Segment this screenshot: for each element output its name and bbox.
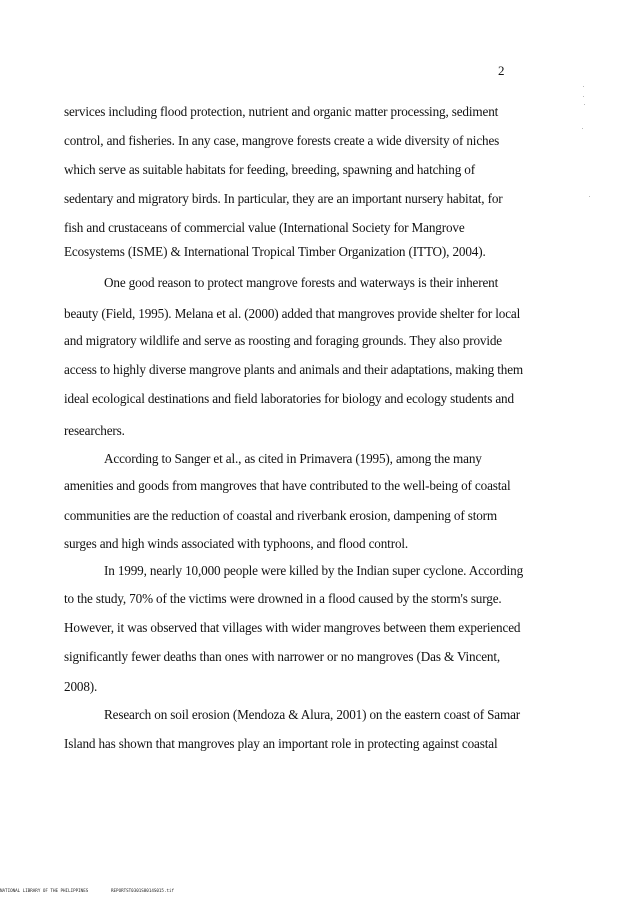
scan-speck — [584, 104, 585, 105]
text-line: communities are the reduction of coastal and riverbank erosion, dampening of storm — [64, 508, 498, 523]
text-line: services including flood protection, nutrient and organic matter processing, sediment — [64, 104, 499, 119]
text-line: researchers. — [64, 423, 125, 438]
text-line: One good reason to protect mangrove forests and waterways is their inherent — [104, 275, 499, 290]
text-line: fish and crustaceans of commercial value (International Society for Mangrove — [64, 220, 465, 235]
text-line: access to highly diverse mangrove plants and animals and their adaptations, making them — [64, 362, 524, 377]
text-line: Research on soil erosion (Mendoza & Alura, 2001) on the eastern coast of Samar — [104, 707, 521, 722]
text-line: surges and high winds associated with typhoons, and flood control. — [64, 536, 409, 551]
text-line: Ecosystems (ISME) & International Tropical Timber Organization (ITTO), 2004). — [64, 244, 486, 259]
scan-speck — [583, 96, 584, 97]
text-line: 2008). — [64, 679, 98, 694]
scan-speck — [583, 86, 584, 87]
text-line: beauty (Field, 1995). Melana et al. (2000) added that mangroves provide shelter for local — [64, 306, 521, 321]
text-line: sedentary and migratory birds. In particular, they are an important nursery habitat, for — [64, 191, 503, 206]
text-line: In 1999, nearly 10,000 people were killed by the Indian super cyclone. According — [104, 563, 524, 578]
page-number: 2 — [498, 63, 505, 78]
text-line: However, it was observed that villages with wider mangroves between them experienced — [64, 620, 521, 635]
footer-file-code: REPORTST0301S8014S015.tif — [111, 888, 175, 893]
text-line: According to Sanger et al., as cited in Primavera (1995), among the many — [104, 451, 482, 466]
text-line: and migratory wildlife and serve as roosting and foraging grounds. They also provide — [64, 333, 502, 348]
text-line: to the study, 70% of the victims were drowned in a flood caused by the storm's surge. — [64, 591, 502, 606]
footer-library: NATIONAL LIBRARY OF THE PHILIPPINES — [0, 888, 89, 893]
scan-speck — [582, 128, 583, 129]
text-line: significantly fewer deaths than ones with narrower or no mangroves (Das & Vincent, — [64, 649, 501, 664]
text-line: which serve as suitable habitats for feeding, breeding, spawning and hatching of — [64, 162, 475, 177]
text-line: control, and fisheries. In any case, mangrove forests create a wide diversity of niches — [64, 133, 500, 148]
text-line: Island has shown that mangroves play an important role in protecting against coastal — [64, 736, 498, 751]
text-line: amenities and goods from mangroves that have contributed to the well-being of coastal — [64, 478, 511, 493]
text-line: ideal ecological destinations and field laboratories for biology and ecology students and — [64, 391, 514, 406]
scan-speck — [589, 196, 590, 197]
